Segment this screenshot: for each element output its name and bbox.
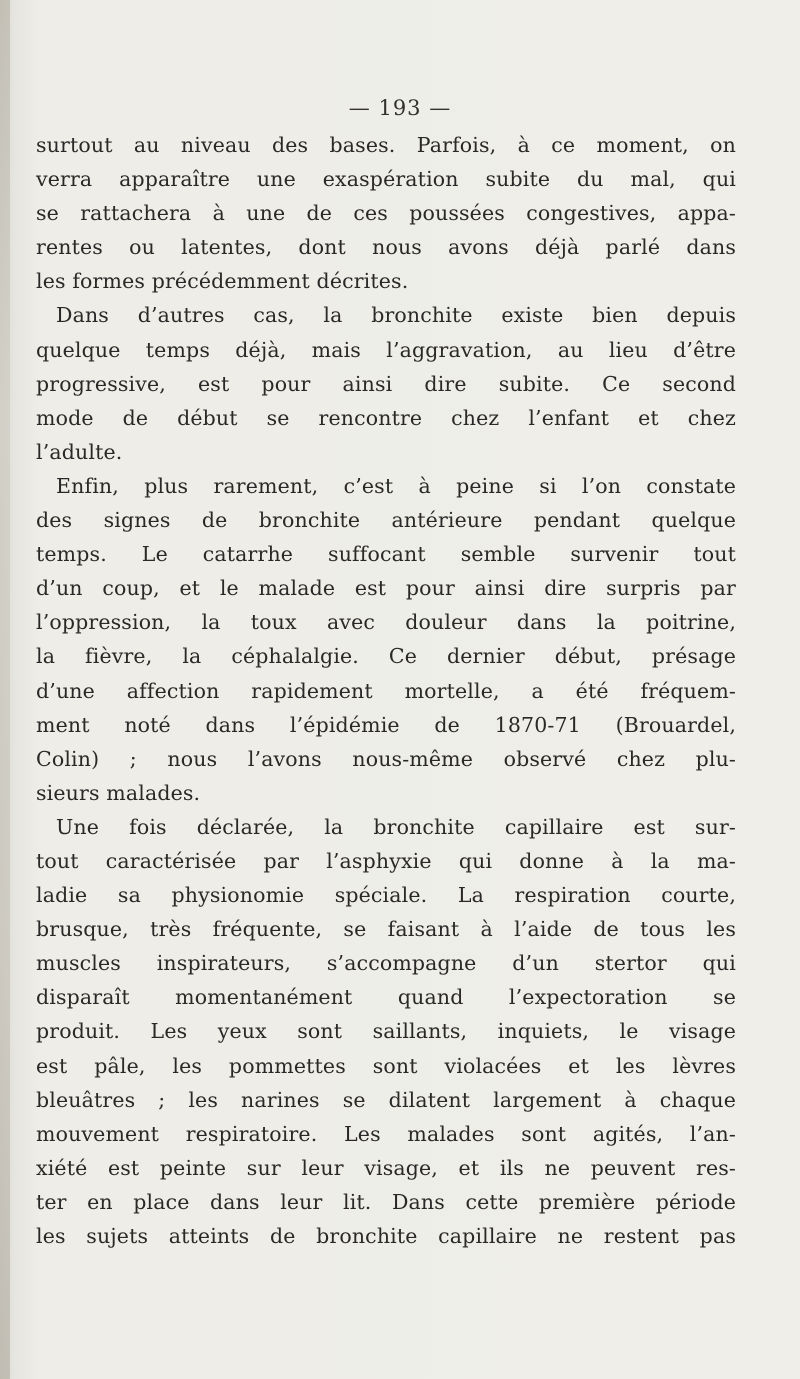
text-line: progressive, est pour ainsi dire subite. Ce second [36,371,736,396]
text-line: l’adulte. [36,439,123,464]
text-line: quelque temps déjà, mais l’aggravation, au lieu d’être [36,337,736,362]
text-line: mode de début se rencontre chez l’enfant et chez [36,405,736,430]
body-text [36,128,736,1253]
text-line: Dans d’autres cas, la bronchite existe bien depuis [56,303,736,328]
text-line: bleuâtres ; les narines se dilatent largement à chaque [36,1087,736,1112]
text-line: rentes ou latentes, dont nous avons déjà parlé dans [36,235,736,260]
text-line: xiété est peinte sur leur visage, et ils ne peuvent res- [36,1155,736,1180]
text-line: surtout au niveau des bases. Parfois, à ce moment, on [36,133,736,157]
text-line: tout caractérisée par l’asphyxie qui donne à la ma- [36,848,736,873]
text-line: Colin) ; nous l’avons nous-même observé chez plu- [36,746,736,771]
text-line: ment noté dans l’épidémie de 1870-71 (Brouardel, [36,712,736,737]
text-line: Enfin, plus rarement, c’est à peine si l’on constate [56,473,736,498]
text-line: ter en place dans leur lit. Dans cette première période [36,1189,736,1214]
text-line: les formes précédemment décrites. [36,269,409,294]
page-number: — 193 — [348,96,452,120]
text-line: se rattachera à une de ces poussées congestives, appa- [36,201,736,226]
text-line: l’oppression, la toux avec douleur dans la poitrine, [36,610,736,635]
text-line: des signes de bronchite antérieure pendant quelque [36,508,736,533]
page-gutter [0,0,10,1379]
text-line: disparaît momentanément quand l’expectoration se [36,985,736,1010]
text-line: ladie sa physionomie spéciale. La respiration courte, [36,883,736,908]
text-line: verra apparaître une exaspération subite du mal, qui [36,167,736,192]
text-line: les sujets atteints de bronchite capillaire ne restent pas [36,1224,736,1248]
text-line: muscles inspirateurs, s’accompagne d’un stertor qui [36,951,736,976]
text-line: sieurs malades. [36,780,201,805]
text-line: temps. Le catarrhe suffocant semble survenir tout [36,542,736,567]
text-line: Une fois déclarée, la bronchite capillaire est sur- [56,814,736,839]
text-line: la fièvre, la céphalalgie. Ce dernier début, présage [36,644,736,669]
text-line: est pâle, les pommettes sont violacées et les lèvres [36,1053,736,1078]
text-line: mouvement respiratoire. Les malades sont agités, l’an- [36,1121,736,1146]
text-line: d’un coup, et le malade est pour ainsi dire surpris par [36,576,736,601]
text-line: brusque, très fréquente, se faisant à l’aide de tous les [36,917,736,942]
text-line: produit. Les yeux sont saillants, inquiets, le visage [36,1019,736,1044]
text-line: d’une affection rapidement mortelle, a été fréquem- [36,678,736,703]
